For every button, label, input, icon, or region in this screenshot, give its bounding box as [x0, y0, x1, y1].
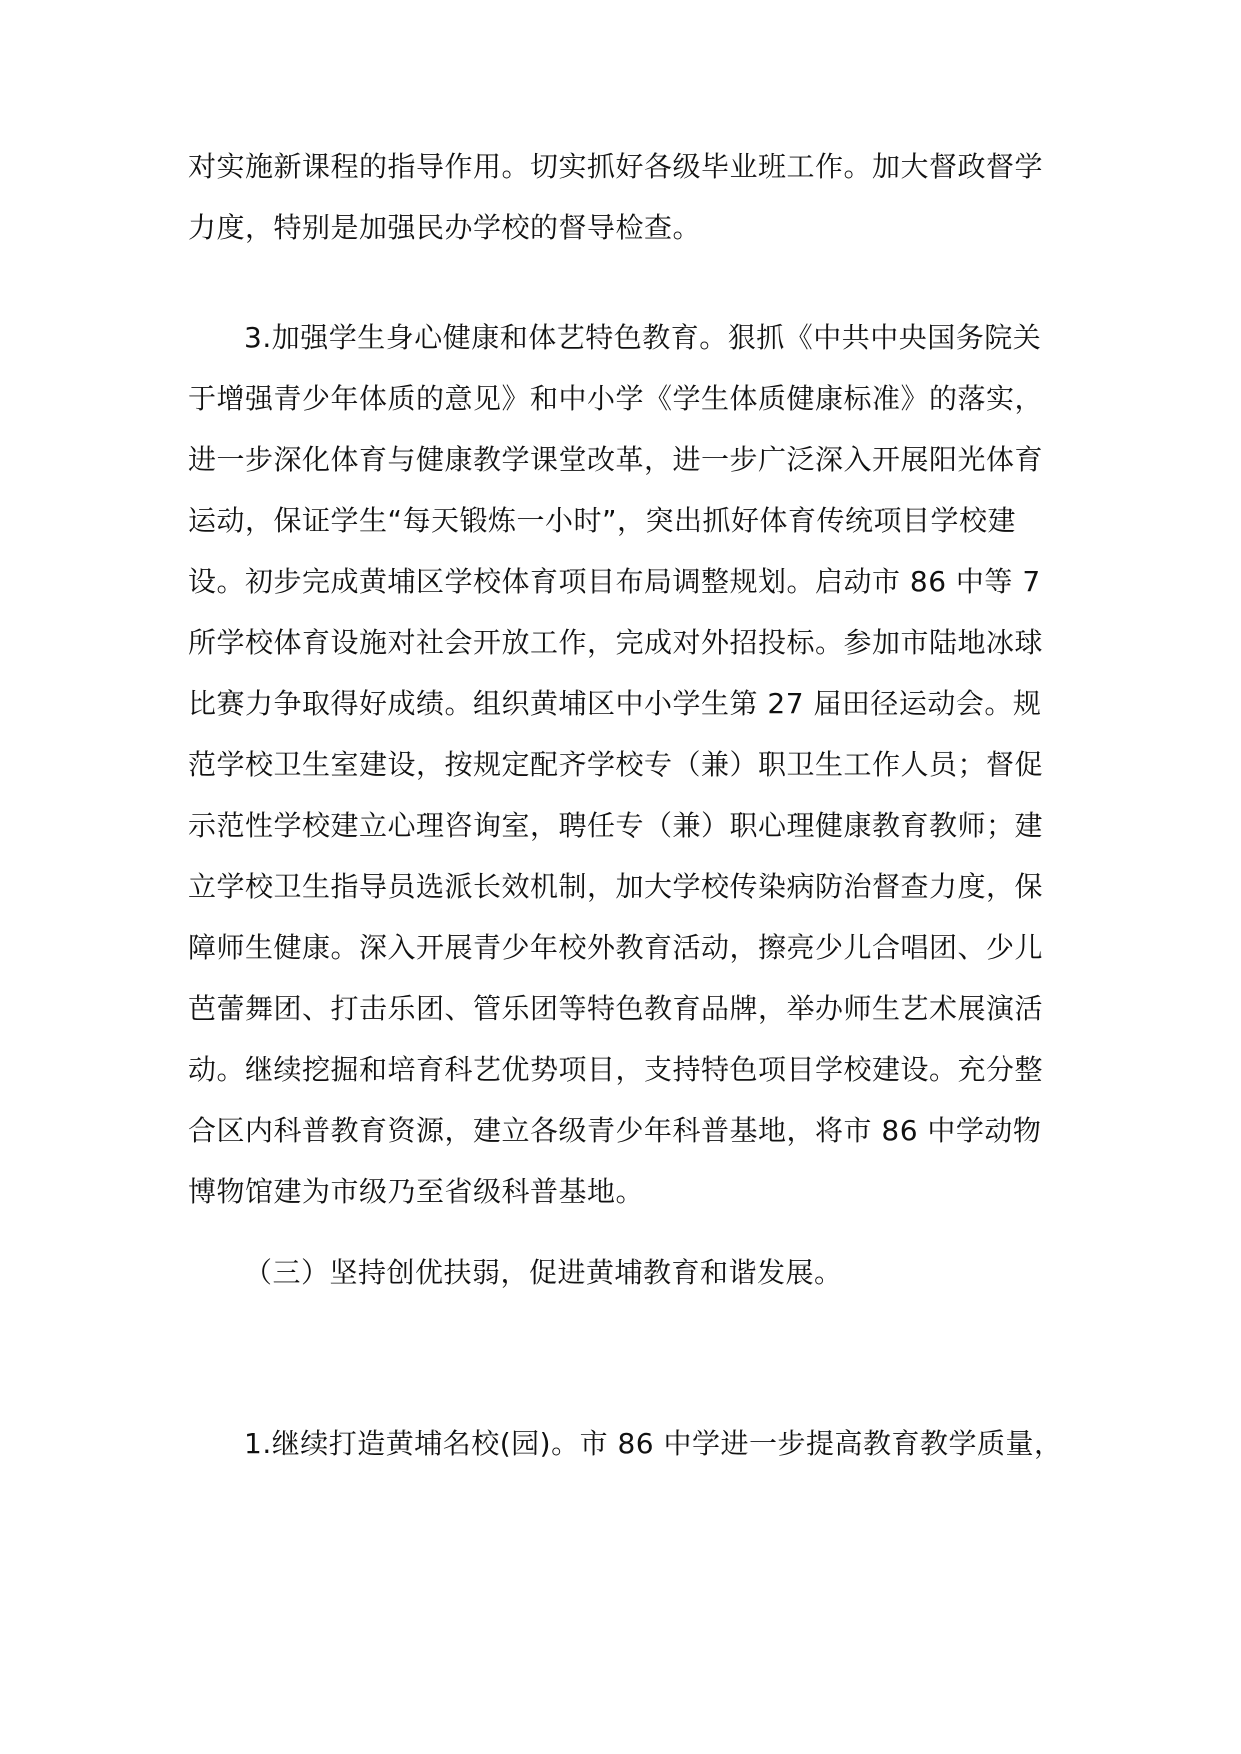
text-line: 合区内科普教育资源，建立各级青少年科普基地，将市 86 中学动物 [188, 1114, 1042, 1147]
text-line: 力度，特别是加强民办学校的督导检查。 [188, 211, 702, 244]
text-line: 于增强青少年体质的意见》和中小学《学生体质健康标准》的落实， [188, 382, 1044, 415]
text-line: 博物馆建为市级乃至省级科普基地。 [188, 1175, 645, 1208]
text-line: 进一步深化体育与健康教学课堂改革，进一步广泛深入开展阳光体育 [188, 443, 1044, 476]
section-heading [188, 1242, 1068, 1303]
text-line: 芭蕾舞团、打击乐团、管乐团等特色教育品牌，举办师生艺术展演活 [188, 992, 1044, 1025]
text-line: 障师生健康。深入开展青少年校外教育活动，擦亮少儿合唱团、少儿 [188, 931, 1044, 964]
text-line: 动。继续挖掘和培育科艺优势项目，支持特色项目学校建设。充分整 [188, 1053, 1044, 1086]
text-line: 设。初步完成黄埔区学校体育项目布局调整规划。启动市 86 中等 7 [188, 565, 1041, 598]
paragraph-famous-schools [188, 1413, 1068, 1474]
text-line: 运动，保证学生“每天锻炼一小时”，突出抓好体育传统项目学校建 [188, 504, 1017, 537]
text-line: 示范性学校建立心理咨询室，聘任专（兼）职心理健康教育教师；建 [188, 809, 1044, 842]
text-line: 3.加强学生身心健康和体艺特色教育。狠抓《中共中央国务院关 [244, 321, 1042, 354]
text-line: 对实施新课程的指导作用。切实抓好各级毕业班工作。加大督政督学 [188, 150, 1044, 183]
paragraph-health-arts-education [188, 307, 1068, 1222]
text-line: 1.继续打造黄埔名校(园)。市 86 中学进一步提高教育教学质量， [244, 1427, 1063, 1460]
paragraph-continuation [188, 136, 1068, 258]
text-line: 立学校卫生指导员选派长效机制，加大学校传染病防治督查力度，保 [188, 870, 1044, 903]
text-line: 范学校卫生室建设，按规定配齐学校专（兼）职卫生工作人员；督促 [188, 748, 1044, 781]
heading-text: （三）坚持创优扶弱，促进黄埔教育和谐发展。 [244, 1256, 843, 1289]
text-line: 所学校体育设施对社会开放工作，完成对外招投标。参加市陆地冰球 [188, 626, 1044, 659]
text-line: 比赛力争取得好成绩。组织黄埔区中小学生第 27 届田径运动会。规 [188, 687, 1042, 720]
